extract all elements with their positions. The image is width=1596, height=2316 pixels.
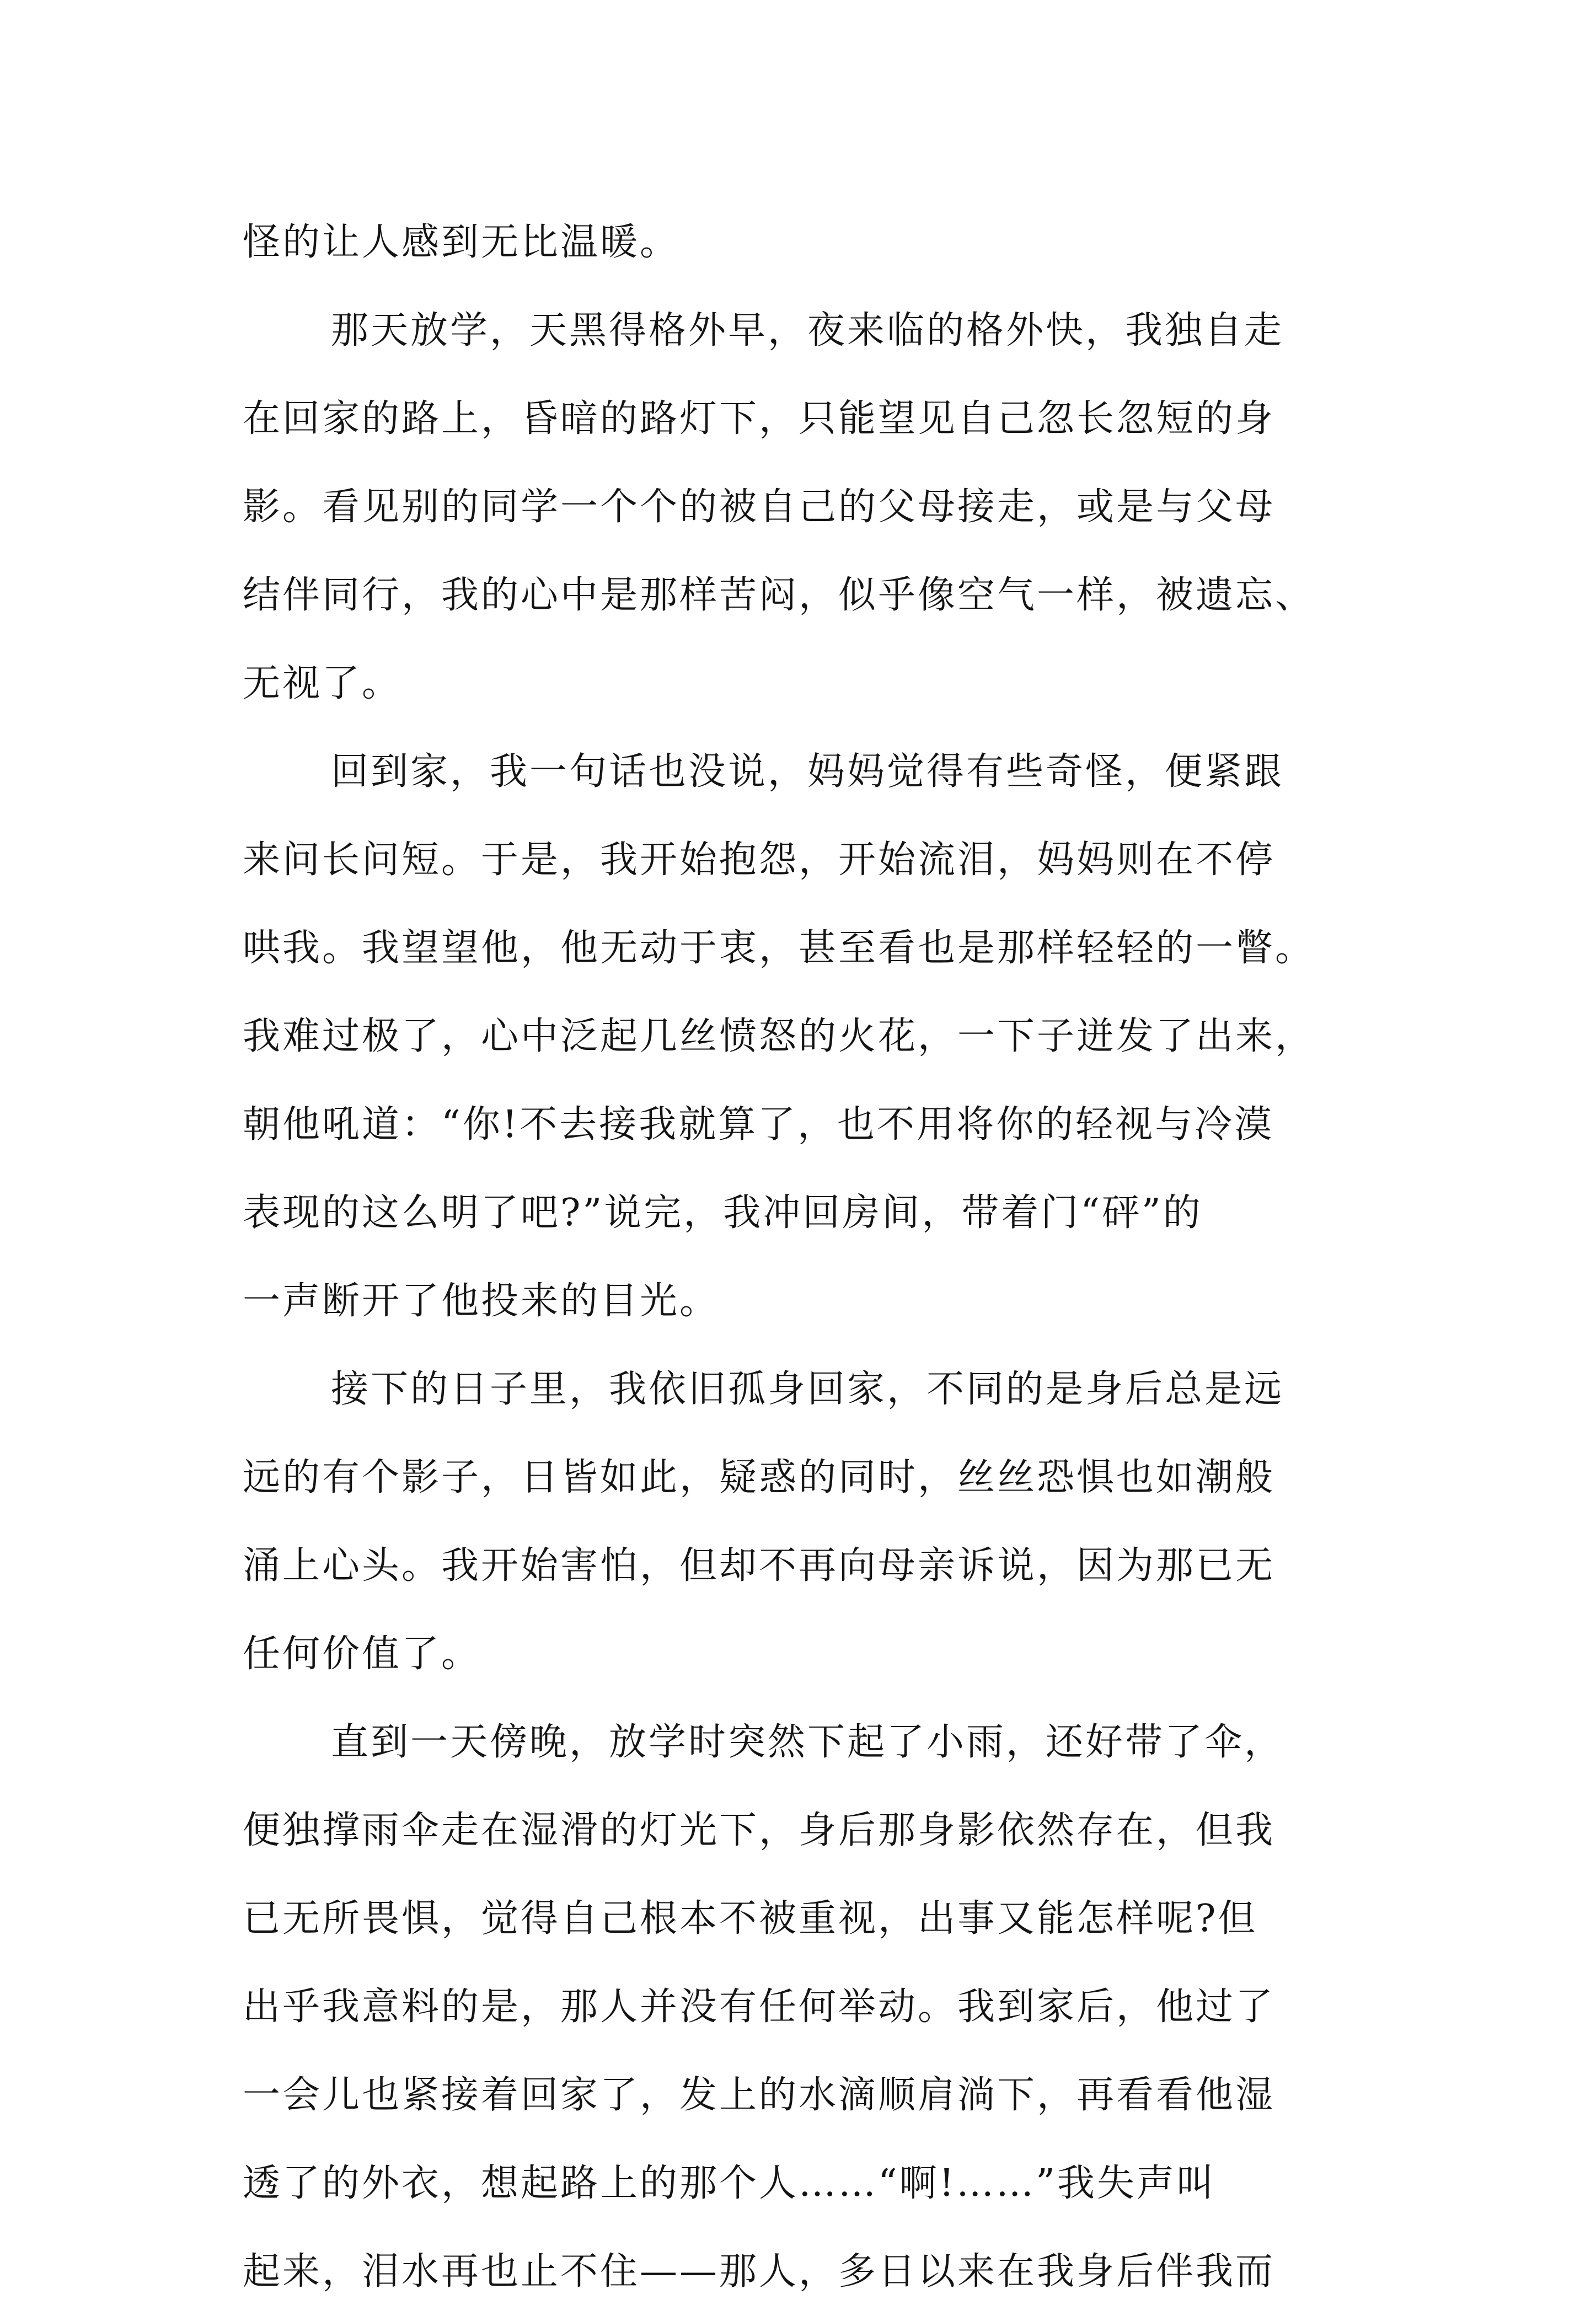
body-text — [243, 199, 1379, 2316]
text-line: 透了的外衣，想起路上的那个人……“啊!……”我失声叫 — [243, 2162, 1216, 2205]
text-line: 涌上心头。我开始害怕，但却不再向母亲诉说，因为那已无 — [243, 1544, 1276, 1588]
text-line: 在回家的路上，昏暗的路灯下，只能望见自己忽长忽短的身 — [243, 397, 1276, 441]
text-line: 接下的日子里，我依旧孤身回家，不同的是身后总是远 — [331, 1368, 1284, 1411]
text-line: 怪的让人感到无比温暖。 — [243, 221, 680, 264]
text-line: 表现的这么明了吧?”说完，我冲回房间，带着门“砰”的 — [243, 1191, 1203, 1235]
text-line: 哄我。我望望他，他无动于衷，甚至看也是那样轻轻的一瞥。 — [243, 926, 1315, 970]
text-line: 远的有个影子，日皆如此，疑惑的同时，丝丝恐惧也如潮般 — [243, 1456, 1276, 1499]
text-line: 无视了。 — [243, 662, 402, 705]
text-line: 直到一天傍晚，放学时突然下起了小雨，还好带了伞， — [331, 1720, 1284, 1764]
text-line: 结伴同行，我的心中是那样苦闷，似乎像空气一样，被遗忘、 — [243, 573, 1315, 617]
text-line: 那天放学，天黑得格外早，夜来临的格外快，我独自走 — [331, 309, 1284, 352]
text-line: 任何价值了。 — [243, 1632, 481, 1676]
text-line: 回到家，我一句话也没说，妈妈觉得有些奇怪，便紧跟 — [331, 750, 1284, 794]
text-line: 来问长问短。于是，我开始抱怨，开始流泪，妈妈则在不停 — [243, 838, 1276, 882]
text-line: 影。看见别的同学一个个的被自己的父母接走，或是与父母 — [243, 485, 1276, 529]
text-line: 我难过极了，心中泛起几丝愤怒的火花，一下子迸发了出来， — [243, 1015, 1315, 1058]
text-line: 一会儿也紧接着回家了，发上的水滴顺肩淌下，再看看他湿 — [243, 2073, 1276, 2117]
text-line: 朝他吼道：“你!不去接我就算了，也不用将你的轻视与冷漠 — [243, 1103, 1274, 1146]
text-line: 出乎我意料的是，那人并没有任何举动。我到家后，他过了 — [243, 1985, 1276, 2029]
text-line: 起来，泪水再也止不住——那人，多日以来在我身后伴我而 — [243, 2250, 1276, 2293]
text-line: 一声断开了他投来的目光。 — [243, 1279, 720, 1323]
text-line: 便独撑雨伞走在湿滑的灯光下，身后那身影依然存在，但我 — [243, 1809, 1276, 1852]
text-line: 已无所畏惧，觉得自己根本不被重视，出事又能怎样呢?但 — [243, 1897, 1258, 1940]
